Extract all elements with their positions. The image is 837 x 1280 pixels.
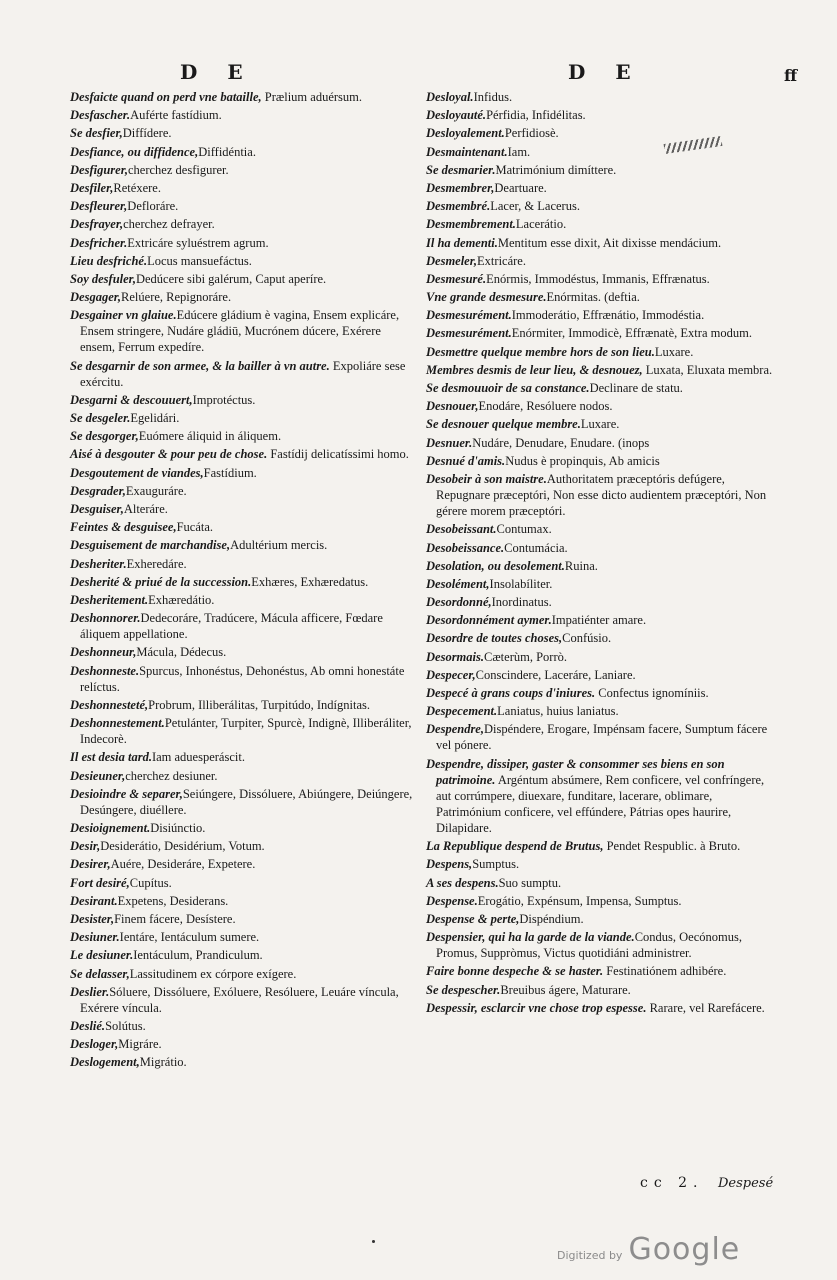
dictionary-entry	[70, 592, 415, 608]
entry-headword: Despendre,	[426, 722, 484, 737]
entry-latin: Diffídere.	[122, 126, 172, 141]
entry-headword: Desguiser,	[70, 502, 124, 517]
entry-headword: Desolation, ou desolement.	[426, 558, 565, 573]
entry-latin: Euómere áliquid in áliquem.	[138, 429, 282, 444]
entry-latin: Ientáre, Ientáculum sumere.	[119, 930, 260, 945]
entry-headword: Desfascher.	[70, 108, 131, 123]
dictionary-entry	[426, 198, 778, 214]
entry-headword: Se desnouer quelque membre.	[426, 417, 581, 432]
entry-latin: Egelidári.	[130, 411, 180, 426]
entry-latin: Extricáre syluéstrem agrum.	[127, 235, 269, 250]
entry-headword: Desguisement de marchandise,	[70, 538, 231, 553]
dictionary-entry	[70, 749, 415, 765]
entry-latin: Conscindere, Laceráre, Laniare.	[475, 667, 636, 682]
entry-headword: Se desfier,	[70, 126, 123, 141]
dictionary-entry	[70, 1036, 415, 1052]
entry-headword: La Republique despend de Brutus,	[426, 839, 604, 854]
dictionary-entry	[70, 697, 415, 713]
entry-latin: Immoderátio, Effrænátio, Immodéstia.	[511, 308, 705, 323]
entry-headword: Desir,	[70, 839, 101, 854]
dictionary-entry	[70, 911, 415, 927]
entry-latin: Inordinatus.	[491, 595, 552, 610]
entry-latin: Argéntum absúmere, Rem conficere, vel confríngere, aut corrúmpere, diuexare, funditare, lacerare, oblimare, Patrimónium conficere, vel effúndere, Pátrias opes haurire, Dilapidare.	[436, 772, 765, 836]
dictionary-entry	[70, 235, 415, 251]
entry-headword: Se delasser,	[70, 966, 130, 981]
entry-latin: Pendet Respublic. à Bruto.	[603, 839, 741, 854]
entry-headword: Desfleurer,	[70, 199, 128, 214]
folio-number: ff	[784, 66, 798, 85]
entry-latin: Sumptus.	[472, 857, 520, 872]
entry-headword: Desormais.	[426, 649, 484, 664]
entry-latin: Contumácia.	[504, 540, 568, 555]
dictionary-entry	[426, 612, 778, 628]
entry-latin: Confúsio.	[562, 631, 612, 646]
dictionary-entry	[70, 392, 415, 408]
entry-headword: Desmembré.	[426, 199, 491, 214]
dictionary-entry	[70, 610, 415, 642]
entry-headword: Desnué d'amis.	[426, 453, 506, 468]
entry-headword: Desherité & priué de la succession.	[70, 574, 252, 589]
entry-headword: Se desmouuoir de sa constance.	[426, 381, 590, 395]
entry-latin: Breuibus ágere, Maturare.	[500, 982, 631, 997]
entry-headword: Desgrader,	[70, 483, 126, 498]
dictionary-entry	[426, 307, 778, 323]
entry-latin: Dedecoráre, Tradúcere, Mácula afficere, Fœdare áliquem appellatione.	[80, 611, 383, 642]
dictionary-entry	[70, 358, 415, 390]
entry-headword: Desmesurément.	[426, 308, 512, 323]
entry-latin: Perfidiosè.	[504, 126, 559, 141]
entry-headword: Desmesurément.	[426, 326, 512, 341]
entry-headword: Feintes & desguisee,	[70, 520, 177, 535]
entry-headword: Il est desia tard.	[70, 750, 152, 765]
entry-headword: Desobeissant.	[426, 522, 497, 537]
entry-latin: Petulánter, Turpiter, Spurcè, Indignè, Illiberáliter, Indecorè.	[80, 716, 412, 747]
entry-latin: Dispéndere, Erogare, Impénsam facere, Sumptum fácere vel pónere.	[436, 722, 768, 753]
dictionary-entry	[70, 125, 415, 141]
entry-headword: Desolément,	[426, 576, 490, 591]
entry-latin: Luxare.	[654, 344, 694, 359]
dictionary-entry	[426, 125, 778, 141]
dictionary-entry	[70, 1054, 415, 1070]
entry-headword: Deslié.	[70, 1019, 106, 1033]
digitized-watermark	[557, 1232, 740, 1267]
entry-headword: Lieu desfriché.	[70, 253, 148, 268]
entry-latin: Ruina.	[564, 558, 598, 573]
dictionary-entry	[426, 630, 778, 646]
entry-headword: Desfrayer,	[70, 217, 124, 232]
dictionary-entry	[70, 501, 415, 517]
entry-headword: Desmeler,	[426, 253, 478, 268]
entry-latin: Cæterùm, Porrò.	[484, 649, 567, 664]
dictionary-entry	[426, 235, 778, 251]
entry-headword: Desgoutement de viandes,	[70, 465, 204, 480]
entry-headword: Desloyalement.	[426, 126, 505, 141]
dictionary-entry	[70, 253, 415, 269]
entry-headword: Deshonnestement.	[70, 716, 165, 731]
entry-latin: Seiúngere, Dissóluere, Abiúngere, Deiúngere, Desúngere, diuéllere.	[80, 786, 413, 817]
dictionary-entry	[70, 715, 415, 747]
entry-headword: Desmembrer,	[426, 180, 495, 195]
entry-headword: Desheritement.	[70, 592, 149, 607]
dictionary-entry	[426, 982, 778, 998]
entry-headword: Desobeir à son maistre.	[426, 471, 547, 486]
entry-headword: Se desmarier.	[426, 162, 496, 177]
entry-headword: Desister,	[70, 911, 115, 926]
entry-latin: Fastídium.	[203, 465, 257, 480]
entry-headword: Deslogement,	[70, 1055, 140, 1070]
dictionary-entry	[70, 663, 415, 695]
dictionary-entry	[426, 144, 778, 160]
entry-headword: Desgarni & descouuert,	[70, 392, 193, 407]
dictionary-entry	[70, 1018, 415, 1034]
dictionary-entry	[426, 756, 778, 836]
entry-latin: Nudáre, Denudare, Enudare. (inops	[472, 435, 650, 450]
entry-latin: cherchez desfigurer.	[128, 162, 229, 177]
entry-headword: Se despescher.	[426, 982, 501, 997]
dictionary-entry	[70, 786, 415, 818]
entry-latin: Enórmitas. (deftia.	[546, 290, 640, 305]
dictionary-entry	[70, 574, 415, 590]
google-logo: Google	[628, 1232, 741, 1267]
entry-headword: Se desgeler.	[70, 411, 131, 426]
entry-latin: Nudus è propinquis, Ab amicis	[505, 453, 660, 468]
entry-latin: Spurcus, Inhonéstus, Dehonéstus, Ab omni honestáte relíctus.	[80, 663, 405, 694]
entry-latin: Iam aduesperáscit.	[151, 750, 245, 765]
dictionary-entry	[426, 253, 778, 269]
entry-headword: Faire bonne despeche & se haster.	[426, 964, 604, 979]
entry-latin: Extricáre.	[477, 253, 526, 268]
entry-headword: Despecé à grans coups d'iniures.	[426, 686, 596, 700]
dictionary-entry	[70, 144, 415, 160]
entry-latin: Confectus ignomíniis.	[595, 686, 709, 700]
page-speck	[372, 1240, 375, 1243]
dictionary-entry	[426, 875, 778, 891]
entry-latin: Edúcere gládium è vagina, Ensem explicáre, Ensem stringere, Nudáre gládiū, Mucrónem dúcere, Exérere ensem, Ferrum expedíre.	[80, 308, 400, 355]
dictionary-entry	[426, 216, 778, 232]
dictionary-entry	[70, 984, 415, 1016]
entry-latin: Suo sumptu.	[498, 875, 562, 890]
entry-headword: Aisé à desgouter & pour peu de chose.	[70, 447, 268, 462]
entry-headword: Desordonnément aymer.	[426, 613, 552, 628]
entry-headword: Vne grande desmesure.	[426, 290, 547, 305]
dictionary-entry	[70, 875, 415, 891]
entry-latin: Iam.	[507, 144, 531, 159]
dictionary-entry	[426, 521, 778, 537]
dictionary-entry	[426, 180, 778, 196]
dictionary-entry	[426, 703, 778, 719]
dictionary-entry	[70, 893, 415, 909]
entry-latin: Improtéctus.	[192, 392, 256, 407]
dictionary-entry	[70, 966, 415, 982]
dictionary-entry	[70, 519, 415, 535]
dictionary-entry	[426, 289, 778, 305]
entry-headword: Desfricher.	[70, 235, 128, 250]
entry-latin: Infidus.	[473, 90, 513, 104]
entry-headword: Desnouer,	[426, 399, 479, 414]
entry-latin: cherchez defrayer.	[123, 217, 215, 232]
dictionary-entry	[426, 453, 778, 469]
entry-latin: Declinare de statu.	[589, 381, 683, 395]
dictionary-entry	[426, 271, 778, 287]
dictionary-entry	[70, 107, 415, 123]
entry-latin: Enórmiter, Immodicè, Effrænatè, Extra modum.	[511, 326, 752, 341]
entry-latin: Dispéndium.	[519, 911, 584, 926]
dictionary-entry	[70, 483, 415, 499]
entry-latin: Dedúcere sibi galérum, Caput aperíre.	[135, 271, 327, 286]
entry-latin: Condus, Oecónomus, Promus, Suppròmus, Victus quotidiáni administrer.	[436, 930, 742, 961]
entry-headword: Il ha dementi.	[426, 235, 498, 250]
catchword: Despesé	[718, 1176, 774, 1191]
entry-latin: Authoritatem præceptóris defúgere, Repugnare præceptóri, Non esse dicto audientem præceptóri, Non gérere morem præceptóri.	[436, 471, 767, 519]
entry-latin: Ientáculum, Prandiculum.	[133, 948, 263, 963]
digitized-by-label: Digitized by	[557, 1249, 623, 1262]
dictionary-entry	[70, 929, 415, 945]
entry-latin: Enodáre, Resóluere nodos.	[478, 399, 613, 414]
entry-latin: Expetens, Desiderans.	[117, 893, 229, 908]
entry-headword: Soy desfuler,	[70, 271, 136, 286]
entry-headword: Desmembrement.	[426, 217, 516, 232]
dictionary-entry	[70, 644, 415, 660]
entry-latin: Lacer, & Lacerus.	[490, 199, 580, 214]
entry-latin: Insolabíliter.	[489, 576, 553, 591]
entry-latin: Prælium aduérsum.	[261, 90, 362, 104]
dictionary-entry	[426, 89, 778, 105]
running-head-right: DE	[568, 60, 661, 84]
dictionary-entry	[426, 721, 778, 753]
dictionary-entry	[70, 410, 415, 426]
entry-latin: Adultérium mercis.	[230, 538, 328, 553]
dictionary-entry	[426, 398, 778, 414]
entry-headword: Se desgarnir de son armee, & la bailler à vn autre.	[70, 358, 330, 373]
dictionary-entry	[426, 435, 778, 451]
dictionary-entry	[426, 325, 778, 341]
dictionary-entry	[426, 594, 778, 610]
entry-latin: Mentitum esse dixit, Ait dixisse mendácium.	[497, 235, 722, 250]
dictionary-entry	[426, 649, 778, 665]
entry-latin: Retéxere.	[113, 180, 161, 195]
dictionary-entry	[426, 362, 778, 378]
entry-headword: Deshonneste.	[70, 663, 140, 678]
dictionary-entry	[426, 929, 778, 961]
dictionary-entry	[70, 465, 415, 481]
dictionary-entry	[70, 768, 415, 784]
dictionary-entry	[70, 428, 415, 444]
dictionary-entry	[426, 685, 778, 701]
entry-headword: Desmettre quelque membre hors de son lieu.	[426, 344, 655, 359]
entry-latin: Exhæres, Exhæredatus.	[251, 574, 369, 589]
dictionary-entry	[426, 856, 778, 872]
dictionary-entry	[426, 667, 778, 683]
entry-latin: Lacerátio.	[515, 217, 567, 232]
entry-headword: Desmaintenant.	[426, 144, 508, 159]
dictionary-entry	[426, 576, 778, 592]
entry-headword: Despendre, dissiper, gaster & consommer ses biens en son patrimoine.	[426, 756, 725, 787]
entry-latin: Alteráre.	[123, 502, 168, 517]
entry-headword: Desieuner,	[70, 768, 126, 783]
entry-headword: Desioignement.	[70, 821, 151, 836]
entry-headword: Desordonné,	[426, 595, 492, 610]
dictionary-entry	[426, 344, 778, 360]
entry-latin: Luxare.	[580, 417, 620, 432]
entry-headword: Despens,	[426, 857, 473, 872]
dictionary-entry	[426, 893, 778, 909]
entry-latin: Auférte fastídium.	[130, 108, 222, 123]
dictionary-entry	[70, 180, 415, 196]
dictionary-entry	[70, 947, 415, 963]
entry-latin: Festinatiónem adhibére.	[603, 964, 727, 979]
entry-headword: Deslier.	[70, 984, 110, 999]
entry-headword: Desordre de toutes choses,	[426, 631, 563, 646]
entry-latin: Auére, Desideráre, Expetere.	[110, 857, 256, 872]
entry-headword: Despecer,	[426, 667, 476, 682]
dictionary-entry	[70, 289, 415, 305]
entry-headword: Deshonnesteté,	[70, 697, 149, 712]
dictionary-entry	[70, 216, 415, 232]
dictionary-entry	[70, 89, 415, 105]
entry-headword: Despensier, qui ha la garde de la viande.	[426, 930, 635, 945]
dictionary-entry	[70, 856, 415, 872]
entry-latin: Finem fácere, Desístere.	[114, 911, 236, 926]
entry-headword: Desfiance, ou diffidence,	[70, 144, 199, 159]
dictionary-entry	[426, 416, 778, 432]
entry-latin: Locus mansuefáctus.	[147, 253, 252, 268]
entry-latin: Contumax.	[496, 522, 552, 537]
dictionary-entry	[426, 540, 778, 556]
dictionary-entry	[426, 911, 778, 927]
dictionary-entry	[426, 838, 778, 854]
entry-headword: Desfigurer,	[70, 162, 128, 177]
entry-headword: Le desiuner.	[70, 948, 134, 963]
entry-headword: Despecement.	[426, 704, 498, 719]
entry-headword: Desloger,	[70, 1037, 119, 1052]
left-column	[70, 89, 415, 1073]
entry-latin: Cupítus.	[129, 875, 172, 890]
entry-headword: Desgainer vn glaiue.	[70, 308, 177, 323]
entry-latin: Matrimónium dimíttere.	[495, 162, 617, 177]
dictionary-entry	[70, 162, 415, 178]
entry-latin: Relúere, Repignoráre.	[121, 290, 232, 305]
entry-headword: Desheriter.	[70, 556, 127, 571]
dictionary-entry	[70, 556, 415, 572]
entry-headword: Despense & perte,	[426, 911, 520, 926]
entry-latin: Fucáta.	[176, 520, 214, 535]
entry-latin: Laniatus, huius laniatus.	[497, 704, 619, 719]
entry-latin: Impatiénter amare.	[551, 613, 647, 628]
dictionary-entry	[426, 162, 778, 178]
entry-latin: Fastídij delicatíssimi homo.	[267, 447, 409, 462]
right-column	[426, 89, 778, 1018]
entry-latin: Disiúnctio.	[150, 821, 206, 836]
dictionary-entry	[70, 271, 415, 287]
entry-headword: Despense.	[426, 893, 478, 908]
entry-latin: Migráre.	[118, 1037, 162, 1052]
entry-latin: Lassitudinem ex córpore exígere.	[129, 966, 297, 981]
entry-headword: Desfaicte quand on perd vne bataille,	[70, 90, 262, 104]
entry-latin: Exhæredátio.	[148, 592, 215, 607]
entry-headword: Desirant.	[70, 893, 118, 908]
dictionary-entry	[426, 1000, 778, 1016]
entry-latin: Pérfidia, Infidélitas.	[486, 108, 586, 123]
entry-latin: Deartuare.	[494, 180, 547, 195]
signature-mark: cc 2.	[640, 1175, 704, 1191]
dictionary-entry	[70, 446, 415, 462]
dictionary-entry	[426, 558, 778, 574]
dictionary-entry	[70, 198, 415, 214]
entry-latin: Exauguráre.	[125, 483, 187, 498]
entry-headword: Desmesuré.	[426, 271, 487, 286]
entry-headword: A ses despens.	[426, 875, 499, 890]
entry-headword: Despessir, esclarcir vne chose trop espesse.	[426, 1000, 647, 1015]
entry-latin: Luxata, Eluxata membra.	[642, 362, 773, 377]
entry-headword: Membres desmis de leur lieu, & desnouez,	[426, 362, 643, 377]
dictionary-entry	[70, 537, 415, 553]
dictionary-entry	[426, 107, 778, 123]
entry-latin: Rarare, vel Rarefácere.	[646, 1000, 765, 1015]
entry-headword: Deshonneur,	[70, 645, 137, 660]
entry-headword: Desirer,	[70, 857, 111, 872]
entry-latin: Expoliáre sese exércitu.	[80, 358, 406, 389]
entry-latin: Solútus.	[105, 1019, 146, 1033]
entry-headword: Fort desiré,	[70, 875, 130, 890]
entry-latin: Probrum, Illiberálitas, Turpitúdo, Indígnitas.	[148, 697, 370, 712]
dictionary-entry	[70, 820, 415, 836]
entry-headword: Desgager,	[70, 290, 122, 305]
entry-latin: Exheredáre.	[126, 556, 187, 571]
dictionary-entry	[70, 838, 415, 854]
entry-headword: Se desgorger,	[70, 429, 139, 444]
entry-headword: Desobeissance.	[426, 540, 505, 555]
entry-headword: Desloyal.	[426, 90, 474, 104]
entry-headword: Desnuer.	[426, 435, 473, 450]
entry-headword: Desiuner.	[70, 930, 120, 945]
entry-latin: cherchez desiuner.	[125, 768, 218, 783]
entry-headword: Desioindre & separer,	[70, 786, 183, 801]
entry-headword: Deshonnorer.	[70, 611, 141, 626]
entry-latin: Erogátio, Expénsum, Impensa, Sumptus.	[477, 893, 682, 908]
entry-latin: Desiderátio, Desidérium, Votum.	[100, 839, 265, 854]
running-head-left: DE	[180, 60, 273, 84]
entry-latin: Sóluere, Dissóluere, Exóluere, Resóluere, Leuáre víncula, Exérere víncula.	[80, 984, 399, 1015]
entry-headword: Desfiler,	[70, 180, 114, 195]
entry-latin: Migrátio.	[139, 1055, 187, 1070]
entry-headword: Desloyauté.	[426, 108, 487, 123]
entry-latin: Diffidéntia.	[198, 144, 256, 159]
dictionary-entry	[426, 471, 778, 519]
dictionary-entry	[426, 963, 778, 979]
entry-latin: Enórmis, Immodéstus, Immanis, Effrænatus.	[486, 271, 710, 286]
dictionary-entry	[70, 307, 415, 355]
dictionary-entry	[426, 380, 778, 396]
entry-latin: Defloráre.	[127, 199, 179, 214]
entry-latin: Mácula, Dédecus.	[136, 645, 227, 660]
